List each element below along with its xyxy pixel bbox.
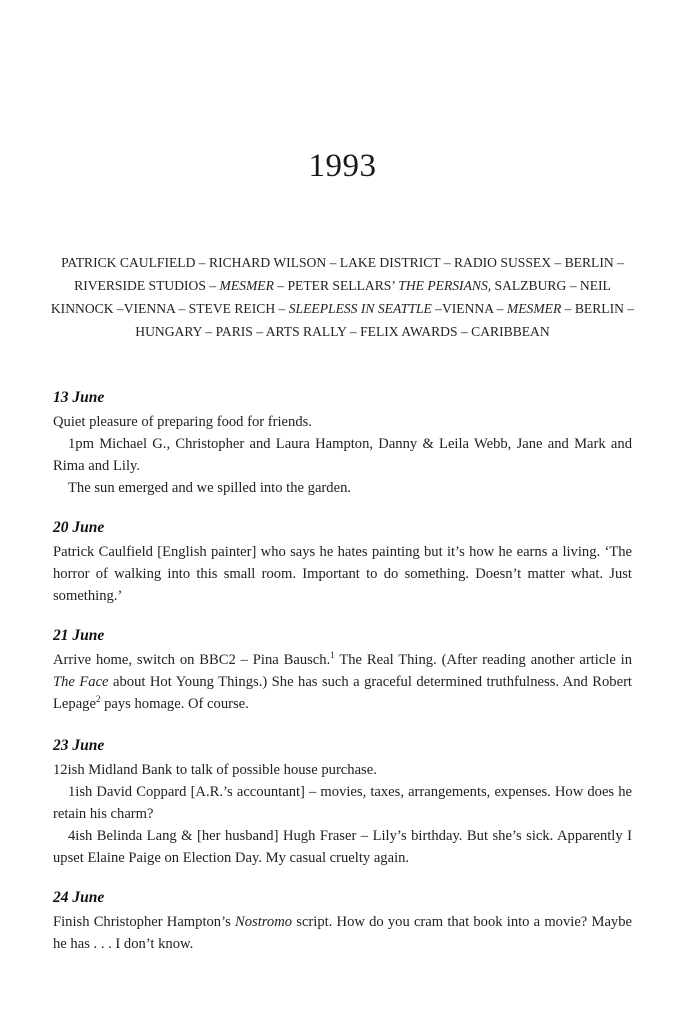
summary-title-italic: MESMER — [506, 301, 562, 316]
entry-date: 24 June — [53, 889, 105, 906]
paragraph-text: 1ish David Coppard [A.R.’s accountant] – movies, taxes, arrangements, expenses. How does he retain his charm? — [53, 784, 632, 822]
summary-text: – BERLIN – HUNGARY – PARIS – ARTS RALLY – FELIX AWARDS – CARIBBEAN — [135, 301, 635, 339]
summary-title-italic: MESMER — [219, 278, 274, 293]
paragraph-text: 12ish Midland Bank to talk of possible house purchase. — [53, 762, 377, 778]
entry-date: 23 June — [53, 737, 105, 754]
paragraph-text: Arrive home, switch on BBC2 – Pina Bausch. — [53, 652, 331, 668]
chapter-year-heading: 1993 — [308, 148, 377, 184]
paragraph-text: Finish Christopher Hampton’s — [53, 914, 236, 930]
entry-paragraph — [53, 781, 632, 825]
diary-entry — [53, 736, 632, 869]
diary-entry — [53, 888, 632, 955]
summary-title-italic: SLEEPLESS IN SEATTLE — [288, 301, 432, 316]
chapter-summary — [49, 251, 636, 343]
summary-text: SALZBURG – NEIL KINNOCK –VIENNA – STEVE REICH – — [50, 278, 611, 316]
italic-title: Nostromo — [235, 914, 293, 930]
paragraph-text: The Real Thing. (After reading another article in — [334, 652, 633, 668]
summary-text: PATRICK CAULFIELD – RICHARD WILSON – LAKE DISTRICT – RADIO SUSSEX – BERLIN – RIVERSIDE STUDIOS – — [61, 255, 624, 293]
entry-paragraph — [53, 825, 632, 869]
paragraph-text: script. How do you cram that book into a movie? Maybe he has . . . I don’t know. — [53, 914, 632, 952]
entry-paragraph — [53, 411, 632, 433]
entry-date: 13 June — [53, 389, 105, 406]
entry-paragraph — [53, 759, 632, 781]
paragraph-text: pays homage. Of course. — [100, 696, 249, 712]
paragraph-text: about Hot Young Things.) She has such a graceful determined truthfulness. And Robert Lepage — [53, 674, 632, 712]
diary-entry — [53, 626, 632, 715]
paragraph-text: Quiet pleasure of preparing food for friends. — [53, 414, 312, 430]
entry-paragraph — [53, 649, 632, 715]
footnote-marker: 1 — [330, 650, 335, 660]
entry-paragraph — [53, 477, 632, 499]
footnote-marker: 2 — [95, 694, 101, 704]
diary-entry — [53, 518, 632, 607]
entry-date: 21 June — [53, 627, 105, 644]
entry-date: 20 June — [53, 519, 105, 536]
entry-paragraph — [53, 541, 632, 607]
paragraph-text: 1pm Michael G., Christopher and Laura Hampton, Danny & Leila Webb, Jane and Mark and Rima and Lily. — [53, 436, 632, 474]
summary-title-italic: THE PERSIANS, — [398, 278, 492, 293]
paragraph-text: The sun emerged and we spilled into the garden. — [68, 480, 352, 496]
summary-text: – PETER SELLARS’ — [273, 278, 399, 293]
paragraph-text: 4ish Belinda Lang & [her husband] Hugh Fraser – Lily’s birthday. But she’s sick. Apparently I upset Elaine Paige on Election Day. My casual cruelty again. — [53, 828, 632, 866]
diary-entry — [53, 388, 632, 499]
entry-paragraph — [53, 433, 632, 477]
paragraph-text: Patrick Caulfield [English painter] who says he hates painting but it’s how he earns a living. ‘The horror of walking into this small room. Important to do something. Doesn’t matter what. Just something.’ — [53, 544, 632, 604]
entry-paragraph — [53, 911, 632, 955]
summary-text: –VIENNA – — [431, 301, 507, 316]
italic-title: The Face — [53, 674, 109, 690]
